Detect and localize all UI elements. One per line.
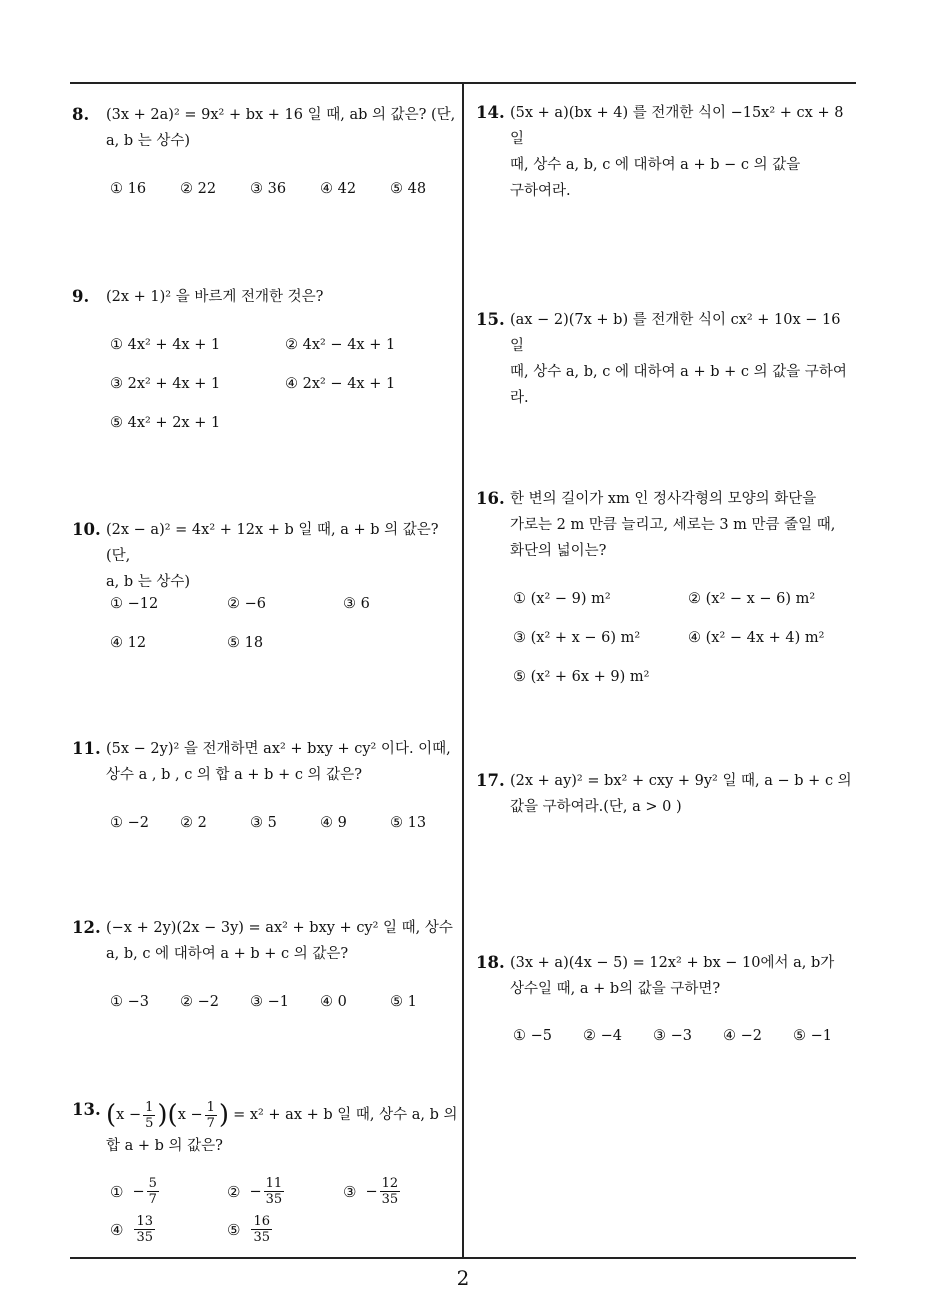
choice-4[interactable]: ④ 9 — [320, 815, 347, 831]
question-number: 12. — [72, 918, 101, 937]
choice-5[interactable]: ⑤ 18 — [227, 635, 264, 651]
fraction: $\frac{11}{35}$ — [265, 1176, 283, 1207]
question-12 — [72, 915, 457, 967]
question-8 — [72, 102, 457, 154]
choice-2[interactable]: ② − $\frac{11}{35}$ — [227, 1176, 283, 1207]
choice-2[interactable]: ② 22 — [180, 181, 217, 197]
choice-5[interactable]: ⑤ −1 — [793, 1028, 832, 1044]
choice-1[interactable]: ① (x² − 9) m² — [513, 591, 611, 607]
choice-4[interactable]: ④ 42 — [320, 181, 357, 197]
choice-3[interactable]: ③ 6 — [343, 596, 370, 612]
question-13 — [72, 1097, 460, 1159]
fraction: $\frac{12}{35}$ — [381, 1176, 399, 1207]
choice-1[interactable]: ① 4x² + 4x + 1 — [110, 337, 221, 353]
question-9 — [72, 284, 457, 310]
question-18 — [476, 950, 856, 1002]
question-number: 17. — [476, 771, 505, 790]
question-stem: (2x − a)² = 4x² + 12x + b 일 때, a + b 의 값은?(단, a, b 는 상수) — [106, 522, 439, 590]
question-number: 18. — [476, 953, 505, 972]
question-16 — [476, 486, 856, 564]
question-stem: (3x + 2a)² = 9x² + bx + 16 일 때, ab 의 값은? (단, a, b 는 상수) — [106, 107, 456, 149]
question-stem: 한 변의 길이가 xm 인 정사각형의 모양의 화단을 가로는 2 m 만큼 늘리고, 세로는 3 m 만큼 줄일 때, 화단의 넓이는? — [510, 491, 836, 559]
question-number: 10. — [72, 520, 101, 539]
fraction: $\frac{13}{35}$ — [136, 1214, 153, 1245]
choice-4[interactable]: ④ 2x² − 4x + 1 — [285, 376, 396, 392]
question-11 — [72, 736, 457, 788]
question-stem: (2x + 1)² 을 바르게 전개한 것은? — [106, 289, 324, 305]
choice-5[interactable]: ⑤ 13 — [390, 815, 427, 831]
question-stem: (3x + a)(4x − 5) = 12x² + bx − 10에서 a, b가 상수일 때, a + b의 값을 구하면? — [510, 955, 835, 997]
choice-5[interactable]: ⑤ 48 — [390, 181, 427, 197]
choice-3[interactable]: ③ (x² + x − 6) m² — [513, 630, 641, 646]
fraction: $\frac{5}{7}$ — [148, 1176, 157, 1207]
question-17 — [476, 768, 856, 820]
question-stem: (5x + a)(bx + 4) 를 전개한 식이 −15x² + cx + 8 일 때, 상수 a, b, c 에 대하여 a + b − c 의 값을 구하여라. — [510, 105, 844, 199]
choice-1[interactable]: ① −5 — [513, 1028, 552, 1044]
page-number: 2 — [456, 1266, 470, 1290]
choice-3[interactable]: ③ 36 — [250, 181, 287, 197]
choice-1[interactable]: ① −12 — [110, 596, 159, 612]
question-10 — [72, 517, 457, 595]
choice-4[interactable]: ④ (x² − 4x + 4) m² — [688, 630, 825, 646]
choice-5[interactable]: ⑤ 4x² + 2x + 1 — [110, 415, 221, 431]
choice-2[interactable]: ② −4 — [583, 1028, 622, 1044]
question-number: 11. — [72, 739, 101, 758]
choice-5[interactable]: ⑤ 1 — [390, 994, 417, 1010]
choice-4[interactable]: ④ 0 — [320, 994, 347, 1010]
question-stem: (−x + 2y)(2x − 3y) = ax² + bxy + cy² 일 때, 상수 a, b, c 에 대하여 a + b + c 의 값은? — [106, 920, 453, 962]
choice-2[interactable]: ② (x² − x − 6) m² — [688, 591, 816, 607]
choice-1[interactable]: ① −2 — [110, 815, 149, 831]
question-stem: (ax − 2)(7x + b) 를 전개한 식이 cx² + 10x − 16 일 때, 상수 a, b, c 에 대하여 a + b + c 의 값을 구하여라. — [510, 312, 847, 406]
choice-2[interactable]: ② 4x² − 4x + 1 — [285, 337, 396, 353]
choice-3[interactable]: ③ 2x² + 4x + 1 — [110, 376, 221, 392]
bottom-rule — [70, 1257, 856, 1259]
column-divider — [462, 82, 464, 1258]
choice-4[interactable]: ④ $\frac{13}{35}$ — [110, 1214, 153, 1245]
question-stem: (2x + ay)² = bx² + cxy + 9y² 일 때, a − b + c 의 값을 구하여라.(단, a > 0 ) — [510, 773, 852, 815]
question-number: 14. — [476, 103, 505, 122]
choice-3[interactable]: ③ −1 — [250, 994, 289, 1010]
choice-1[interactable]: ① −3 — [110, 994, 149, 1010]
fraction: $\frac{1}{5}$ — [145, 1099, 154, 1131]
choice-1[interactable]: ① 16 — [110, 181, 147, 197]
question-number: 13. — [72, 1100, 101, 1119]
question-number: 15. — [476, 310, 505, 329]
choice-4[interactable]: ④ 12 — [110, 635, 147, 651]
choice-5[interactable]: ⑤ $\frac{16}{35}$ — [227, 1214, 270, 1245]
fraction: $\frac{16}{35}$ — [253, 1214, 270, 1245]
fraction: $\frac{1}{7}$ — [206, 1099, 215, 1131]
question-number: 8. — [72, 105, 90, 124]
choice-3[interactable]: ③ 5 — [250, 815, 277, 831]
question-stem: ( x − $\frac{1}{5}$ ) ( x − $\frac{1}{7}$ ) = x² + ax + b 일 때, 상수 a, b 의 합 a + b 의 값은? — [106, 1099, 458, 1154]
choice-2[interactable]: ② −2 — [180, 994, 219, 1010]
choice-3[interactable]: ③ − $\frac{12}{35}$ — [343, 1176, 399, 1207]
question-stem: (5x − 2y)² 을 전개하면 ax² + bxy + cy² 이다. 이때, 상수 a , b , c 의 합 a + b + c 의 값은? — [106, 741, 451, 783]
choice-1[interactable]: ① − $\frac{5}{7}$ — [110, 1176, 157, 1207]
choice-5[interactable]: ⑤ (x² + 6x + 9) m² — [513, 669, 650, 685]
choice-4[interactable]: ④ −2 — [723, 1028, 762, 1044]
question-15 — [476, 307, 856, 411]
question-number: 16. — [476, 489, 505, 508]
choice-2[interactable]: ② 2 — [180, 815, 207, 831]
choice-2[interactable]: ② −6 — [227, 596, 266, 612]
question-number: 9. — [72, 287, 90, 306]
choice-3[interactable]: ③ −3 — [653, 1028, 692, 1044]
question-14 — [476, 100, 856, 204]
